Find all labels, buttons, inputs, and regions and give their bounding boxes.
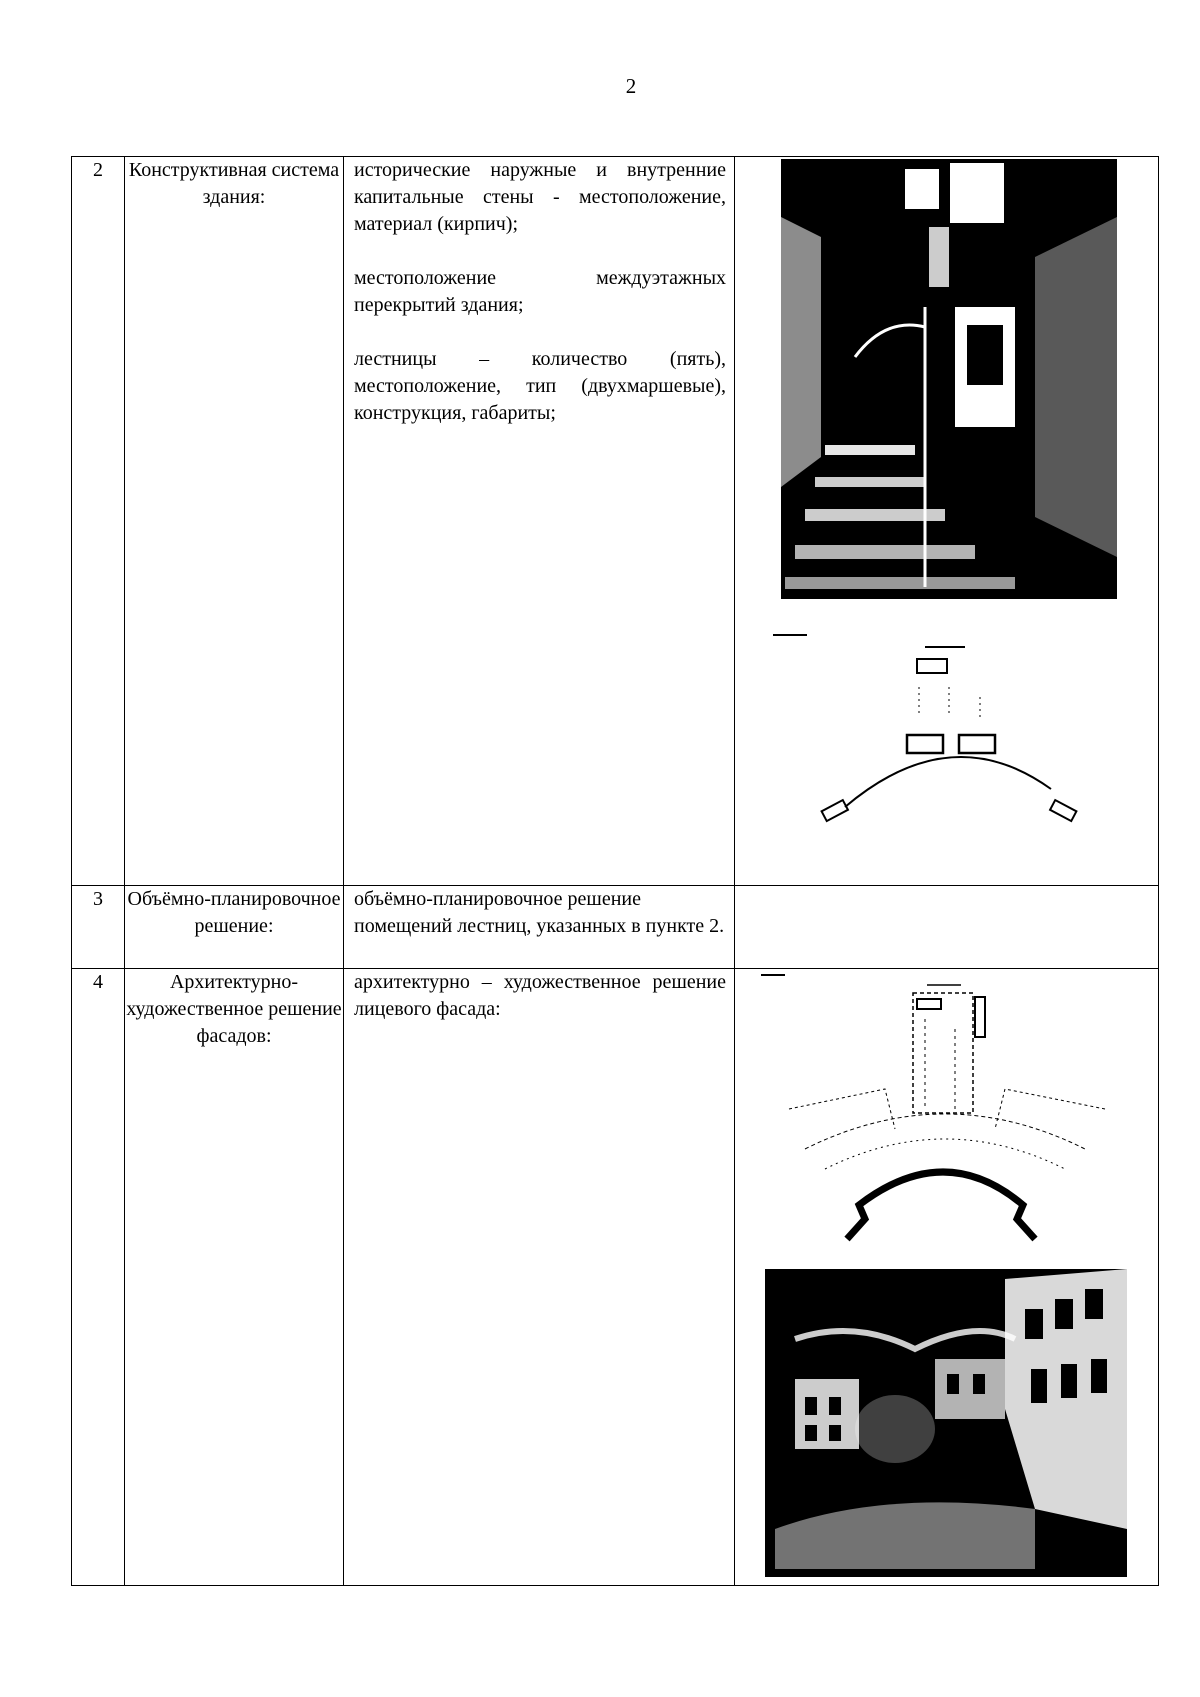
row-title: Конструктивная система здания: [125,157,344,886]
staircase-figures [735,157,1158,885]
staircase-photo [781,159,1117,599]
description-paragraph: лестницы – количество (пять), местоположение, тип (двухмаршевые), конструкция, габариты; [354,348,726,424]
row-title: Объёмно-планировочное решение: [125,886,344,969]
description-paragraph: объёмно-планировочное решение помещений лестниц, указанных в пункте 2. [354,888,725,937]
row-title: Архитектурно-художественное решение фасадов: [125,969,344,1586]
table-row [72,157,1159,886]
table-row [72,886,1159,969]
page-number: 2 [625,74,637,98]
row-description [344,969,735,1586]
description-paragraph: исторические наружные и внутренние капитальные стены - местоположение, материал (кирпич); [354,159,726,235]
row-images [735,157,1159,886]
row-number: 4 [72,969,125,1586]
row-images [735,886,1159,969]
description-paragraph: местоположение междуэтажных перекрытий здания; [354,267,726,316]
facade-figures [735,969,1158,1585]
courtyard-facade-photo [765,1269,1127,1577]
table-row [72,969,1159,1586]
row-number: 3 [72,886,125,969]
facade-plan-drawing [761,975,1105,1239]
description-paragraph: архитектурно – художественное решение лицевого фасада: [354,971,726,1020]
row-images [735,969,1159,1586]
staircase-plan-drawing [773,635,1076,821]
monument-subject-table [71,156,1159,1586]
row-description [344,157,735,886]
row-description [344,886,735,969]
row-number: 2 [72,157,125,886]
